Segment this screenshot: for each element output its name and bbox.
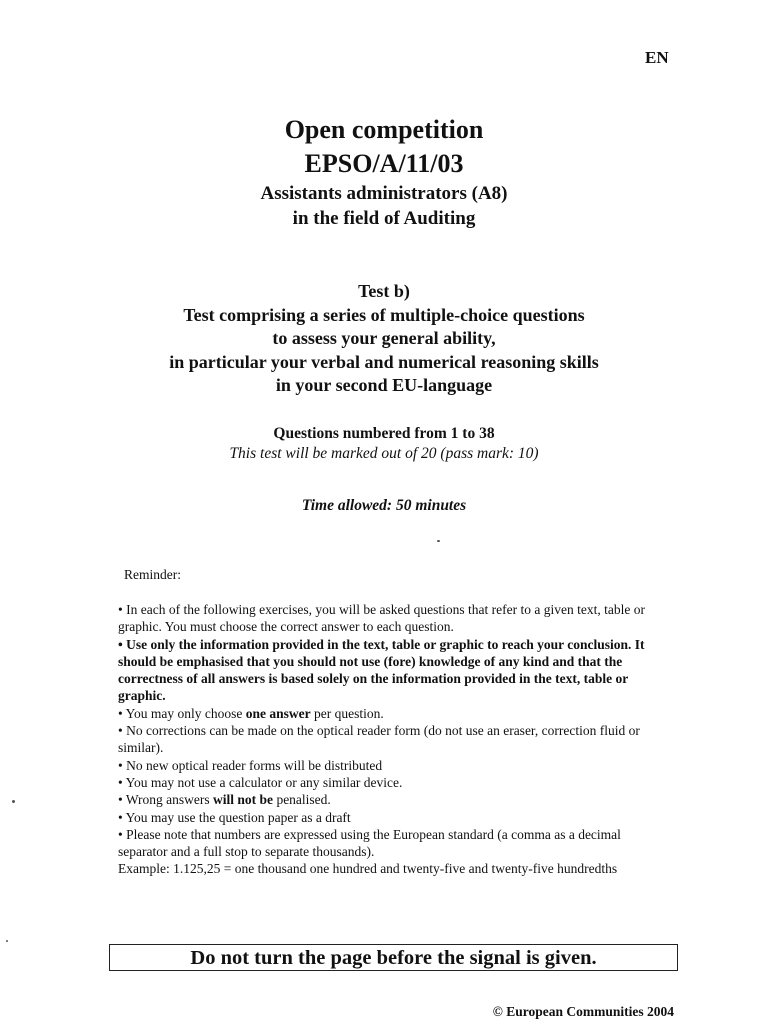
copyright: © European Communities 2004 [492,1004,674,1019]
title-line-4: in the field of Auditing [292,208,476,229]
scan-speck [437,540,440,542]
test-line-2: Test comprising a series of multiple-choice questions [183,304,585,325]
marking-info: This test will be marked out of 20 (pass mark: 10) [229,445,539,462]
scan-speck [12,800,15,803]
rule-9: • Please note that numbers are expressed using the European standard (a comma as a decimal separator and a full stop to separate thousands). [118,826,621,860]
rule-2: • Use only the information provided in the text, table or graphic to reach your conclusion. It should be emphasised that you should not use (fore) knowledge of any kind and that the correctness of all answers is based solely on the information provided in the text, table or graphic. [118,636,645,704]
rule-3 [118,705,658,722]
questions-range: Questions numbered from 1 to 38 [273,425,495,442]
title-line-2: EPSO/A/11/03 [304,149,464,178]
rule-3-emphasis: one answer [245,705,311,721]
rule-6: • You may not use a calculator or any similar device. [118,774,403,790]
competition-subtitle [0,181,768,231]
rule-8: • You may use the question paper as a draft [118,809,351,825]
test-line-4: in particular your verbal and numerical reasoning skills [169,351,599,372]
notice-box [109,944,678,971]
scan-speck [6,940,8,942]
rule-3-tail: per question. [310,705,384,721]
test-line-1: Test b) [358,281,410,301]
rule-3-text: • You may only choose [118,705,246,721]
reminder-heading: Reminder: [124,567,181,582]
time-allowed: Time allowed: 50 minutes [301,497,467,514]
rule-7-emphasis: will not be [213,792,274,808]
language-code: EN [645,48,669,67]
title-line-1: Open competition [284,115,484,144]
rule-1: • In each of the following exercises, you will be asked questions that refer to a given text, table or graphic. You must choose the correct answer to each question. [118,602,645,635]
test-description [0,280,768,398]
title-line-3: Assistants administrators (A8) [260,183,508,204]
rule-7-tail: penalised. [273,792,331,808]
reminder-rules [118,601,658,878]
test-line-5: in your second EU-language [275,375,493,395]
notice-text: Do not turn the page before the signal is given. [190,947,597,969]
rule-5: • No new optical reader forms will be distributed [118,757,383,773]
rule-4: • No corrections can be made on the optical reader form (do not use an eraser, correction fluid or similar). [118,723,640,756]
competition-title [0,113,768,181]
test-line-3: to assess your general ability, [272,328,496,348]
rule-7 [118,791,658,808]
example: Example: 1.125,25 = one thousand one hundred and twenty-five and twenty-five hundredths [118,861,618,877]
rule-7-text: • Wrong answers [118,792,214,808]
